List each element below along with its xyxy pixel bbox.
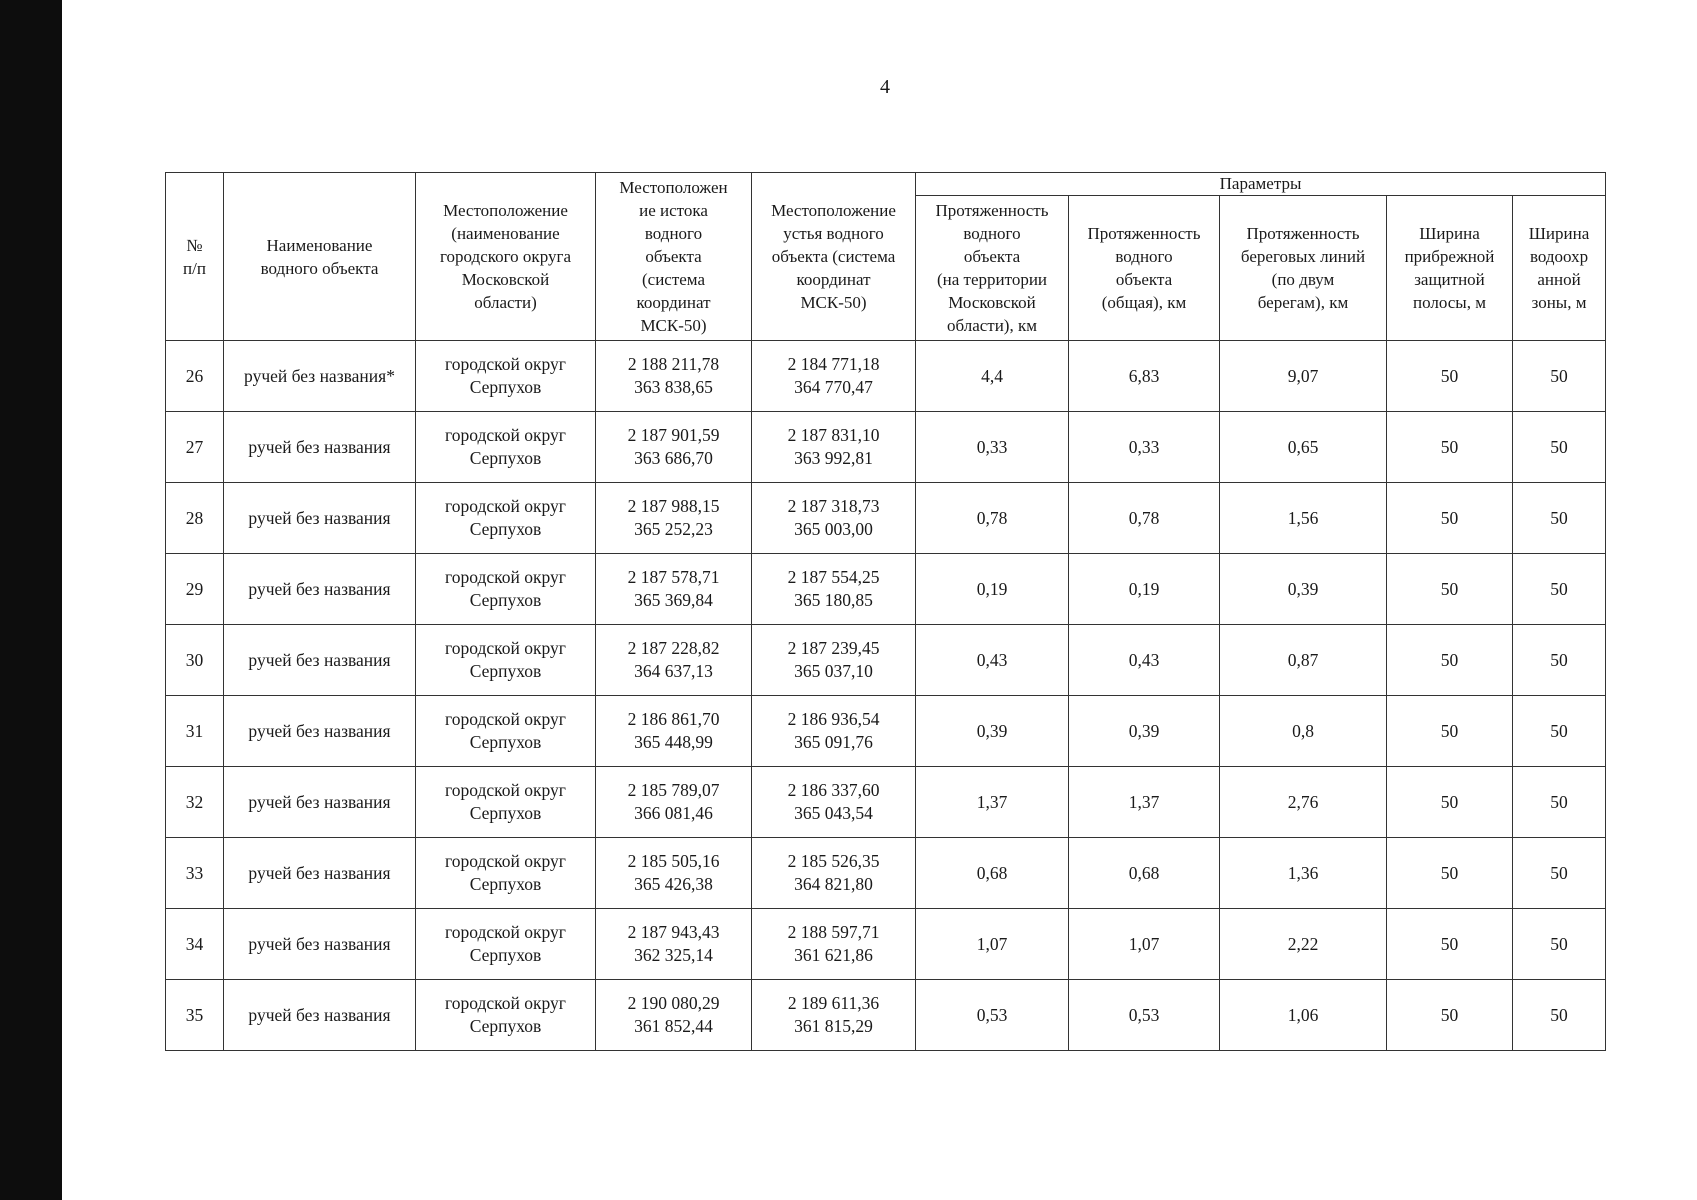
row-num: 31 <box>166 696 224 767</box>
table-body <box>166 341 1606 1051</box>
row-protection-zone: 50 <box>1513 767 1606 838</box>
row-source: 2 188 211,78 363 838,65 <box>596 341 752 412</box>
row-coastal-strip: 50 <box>1387 412 1513 483</box>
row-length-total: 1,07 <box>1069 909 1220 980</box>
row-location: городской округ Серпухов <box>416 838 596 909</box>
table-row <box>166 767 1606 838</box>
row-mouth: 2 185 526,35 364 821,80 <box>752 838 916 909</box>
row-name: ручей без названия <box>224 980 416 1051</box>
table-row <box>166 483 1606 554</box>
row-protection-zone: 50 <box>1513 909 1606 980</box>
header-mouth: Местоположение устья водного объекта (система координат МСК-50) <box>752 173 916 341</box>
row-length-region: 0,33 <box>916 412 1069 483</box>
table-row <box>166 909 1606 980</box>
row-length-region: 1,37 <box>916 767 1069 838</box>
table-row <box>166 412 1606 483</box>
row-shoreline: 1,56 <box>1220 483 1387 554</box>
table-row <box>166 980 1606 1051</box>
row-name: ручей без названия <box>224 625 416 696</box>
row-shoreline: 0,87 <box>1220 625 1387 696</box>
row-mouth: 2 187 318,73 365 003,00 <box>752 483 916 554</box>
row-num: 27 <box>166 412 224 483</box>
row-name: ручей без названия <box>224 767 416 838</box>
row-protection-zone: 50 <box>1513 554 1606 625</box>
row-protection-zone: 50 <box>1513 483 1606 554</box>
row-name: ручей без названия <box>224 696 416 767</box>
row-length-total: 6,83 <box>1069 341 1220 412</box>
row-length-region: 0,39 <box>916 696 1069 767</box>
row-shoreline: 0,8 <box>1220 696 1387 767</box>
row-num: 35 <box>166 980 224 1051</box>
page-number: 4 <box>880 76 890 98</box>
water-objects-table <box>165 172 1606 1051</box>
row-source: 2 187 228,82 364 637,13 <box>596 625 752 696</box>
row-coastal-strip: 50 <box>1387 980 1513 1051</box>
row-name: ручей без названия <box>224 412 416 483</box>
row-length-region: 0,68 <box>916 838 1069 909</box>
row-length-region: 4,4 <box>916 341 1069 412</box>
row-source: 2 187 578,71 365 369,84 <box>596 554 752 625</box>
row-mouth: 2 189 611,36 361 815,29 <box>752 980 916 1051</box>
row-protection-zone: 50 <box>1513 838 1606 909</box>
row-name: ручей без названия <box>224 554 416 625</box>
row-source: 2 187 943,43 362 325,14 <box>596 909 752 980</box>
row-coastal-strip: 50 <box>1387 909 1513 980</box>
row-location: городской округ Серпухов <box>416 483 596 554</box>
row-length-total: 1,37 <box>1069 767 1220 838</box>
row-mouth: 2 187 554,25 365 180,85 <box>752 554 916 625</box>
row-location: городской округ Серпухов <box>416 554 596 625</box>
row-length-total: 0,39 <box>1069 696 1220 767</box>
row-length-region: 0,43 <box>916 625 1069 696</box>
row-length-total: 0,33 <box>1069 412 1220 483</box>
header-name: Наименование водного объекта <box>224 173 416 341</box>
row-length-total: 0,68 <box>1069 838 1220 909</box>
row-num: 29 <box>166 554 224 625</box>
row-source: 2 185 789,07 366 081,46 <box>596 767 752 838</box>
row-length-total: 0,78 <box>1069 483 1220 554</box>
row-protection-zone: 50 <box>1513 980 1606 1051</box>
row-num: 34 <box>166 909 224 980</box>
table-row <box>166 554 1606 625</box>
row-length-region: 0,19 <box>916 554 1069 625</box>
row-coastal-strip: 50 <box>1387 554 1513 625</box>
header-length-region: Протяженность водного объекта (на территории Московской области), км <box>916 196 1069 341</box>
table-row <box>166 625 1606 696</box>
header-source: Местоположен ие истока водного объекта (система координат МСК-50) <box>596 173 752 341</box>
row-shoreline: 1,06 <box>1220 980 1387 1051</box>
row-length-region: 0,78 <box>916 483 1069 554</box>
header-coastal-strip: Ширина прибрежной защитной полосы, м <box>1387 196 1513 341</box>
header-protection-zone: Ширина водоохр анной зоны, м <box>1513 196 1606 341</box>
row-protection-zone: 50 <box>1513 412 1606 483</box>
row-name: ручей без названия* <box>224 341 416 412</box>
row-length-total: 0,53 <box>1069 980 1220 1051</box>
row-num: 26 <box>166 341 224 412</box>
row-shoreline: 0,65 <box>1220 412 1387 483</box>
row-num: 28 <box>166 483 224 554</box>
row-num: 30 <box>166 625 224 696</box>
row-location: городской округ Серпухов <box>416 341 596 412</box>
table-header <box>166 173 1606 341</box>
row-location: городской округ Серпухов <box>416 980 596 1051</box>
row-coastal-strip: 50 <box>1387 838 1513 909</box>
row-mouth: 2 188 597,71 361 621,86 <box>752 909 916 980</box>
row-mouth: 2 187 831,10 363 992,81 <box>752 412 916 483</box>
row-mouth: 2 186 936,54 365 091,76 <box>752 696 916 767</box>
row-location: городской округ Серпухов <box>416 696 596 767</box>
row-coastal-strip: 50 <box>1387 625 1513 696</box>
row-coastal-strip: 50 <box>1387 483 1513 554</box>
table-row <box>166 696 1606 767</box>
row-protection-zone: 50 <box>1513 625 1606 696</box>
row-protection-zone: 50 <box>1513 696 1606 767</box>
row-location: городской округ Серпухов <box>416 767 596 838</box>
row-source: 2 185 505,16 365 426,38 <box>596 838 752 909</box>
header-length-total: Протяженность водного объекта (общая), км <box>1069 196 1220 341</box>
row-length-region: 1,07 <box>916 909 1069 980</box>
row-source: 2 187 901,59 363 686,70 <box>596 412 752 483</box>
row-shoreline: 2,22 <box>1220 909 1387 980</box>
row-source: 2 186 861,70 365 448,99 <box>596 696 752 767</box>
row-protection-zone: 50 <box>1513 341 1606 412</box>
header-shoreline: Протяженность береговых линий (по двум берегам), км <box>1220 196 1387 341</box>
row-coastal-strip: 50 <box>1387 696 1513 767</box>
row-mouth: 2 184 771,18 364 770,47 <box>752 341 916 412</box>
row-location: городской округ Серпухов <box>416 909 596 980</box>
scan-edge <box>0 0 62 1200</box>
row-shoreline: 1,36 <box>1220 838 1387 909</box>
row-source: 2 190 080,29 361 852,44 <box>596 980 752 1051</box>
row-shoreline: 9,07 <box>1220 341 1387 412</box>
row-location: городской округ Серпухов <box>416 412 596 483</box>
row-location: городской округ Серпухов <box>416 625 596 696</box>
row-coastal-strip: 50 <box>1387 341 1513 412</box>
row-mouth: 2 186 337,60 365 043,54 <box>752 767 916 838</box>
row-coastal-strip: 50 <box>1387 767 1513 838</box>
row-length-region: 0,53 <box>916 980 1069 1051</box>
row-source: 2 187 988,15 365 252,23 <box>596 483 752 554</box>
row-name: ручей без названия <box>224 483 416 554</box>
row-name: ручей без названия <box>224 909 416 980</box>
row-name: ручей без названия <box>224 838 416 909</box>
header-num: № п/п <box>166 173 224 341</box>
header-parameters: Параметры <box>916 173 1606 196</box>
table-row <box>166 341 1606 412</box>
header-location: Местоположение (наименование городского округа Московской области) <box>416 173 596 341</box>
row-shoreline: 2,76 <box>1220 767 1387 838</box>
row-length-total: 0,43 <box>1069 625 1220 696</box>
row-shoreline: 0,39 <box>1220 554 1387 625</box>
table-row <box>166 838 1606 909</box>
row-num: 32 <box>166 767 224 838</box>
row-num: 33 <box>166 838 224 909</box>
row-length-total: 0,19 <box>1069 554 1220 625</box>
row-mouth: 2 187 239,45 365 037,10 <box>752 625 916 696</box>
